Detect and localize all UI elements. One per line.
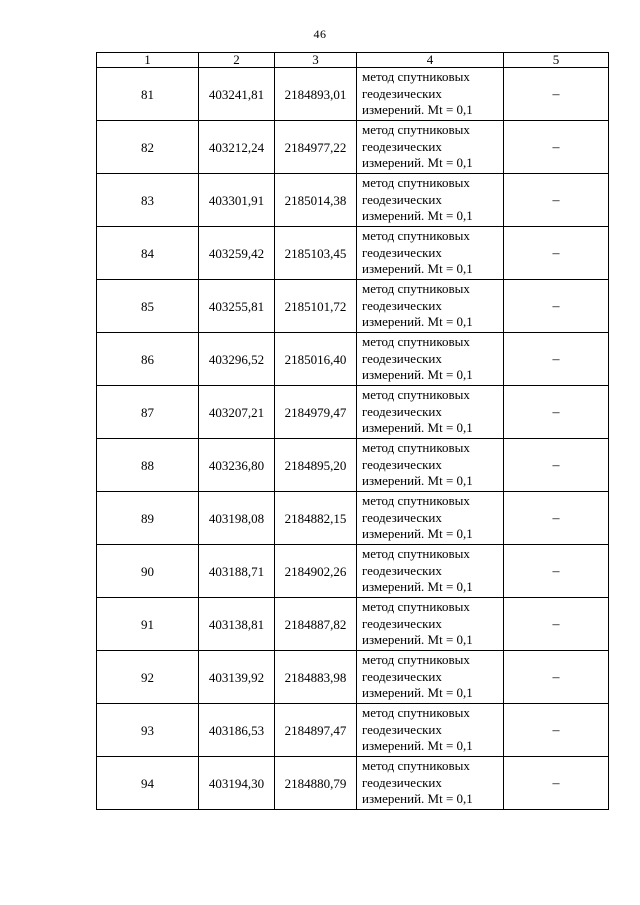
method-text-line: геодезических [362, 456, 442, 472]
column-header-5: 5 [504, 53, 609, 68]
note-cell: – [504, 757, 609, 810]
method-text-line: измерений. Mt = 0,1 [362, 791, 473, 807]
method-text-line: измерений. Mt = 0,1 [362, 738, 473, 754]
method-text-line: метод спутниковых [362, 334, 470, 350]
table-row [97, 333, 609, 386]
note-cell: – [504, 651, 609, 704]
page-number: 46 [313, 27, 327, 41]
method-text-line: измерений. Mt = 0,1 [362, 155, 473, 171]
y-coordinate-cell: 2184883,98 [275, 651, 357, 704]
method-text-line: геодезических [362, 138, 442, 154]
table-row [97, 757, 609, 810]
method-text-line: измерений. Mt = 0,1 [362, 367, 473, 383]
method-text-line: измерений. Mt = 0,1 [362, 685, 473, 701]
note-cell: – [504, 598, 609, 651]
y-coordinate-cell: 2184895,20 [275, 439, 357, 492]
table-row [97, 439, 609, 492]
note-cell: – [504, 68, 609, 121]
method-text-line: геодезических [362, 774, 442, 790]
method-text-line: геодезических [362, 191, 442, 207]
method-text-line: метод спутниковых [362, 387, 470, 403]
method-text-line: геодезических [362, 244, 442, 260]
y-coordinate-cell: 2184887,82 [275, 598, 357, 651]
method-cell [357, 174, 504, 227]
y-coordinate-cell: 2184893,01 [275, 68, 357, 121]
method-cell [357, 598, 504, 651]
method-text-line: метод спутниковых [362, 599, 470, 615]
column-header-3: 3 [275, 53, 357, 68]
point-number-cell: 90 [97, 545, 199, 598]
method-cell [357, 704, 504, 757]
method-text-line: метод спутниковых [362, 175, 470, 191]
x-coordinate-cell: 403301,91 [199, 174, 275, 227]
x-coordinate-cell: 403138,81 [199, 598, 275, 651]
y-coordinate-cell: 2185014,38 [275, 174, 357, 227]
column-header-4: 4 [357, 53, 504, 68]
point-number-cell: 94 [97, 757, 199, 810]
x-coordinate-cell: 403198,08 [199, 492, 275, 545]
table-row [97, 492, 609, 545]
x-coordinate-cell: 403188,71 [199, 545, 275, 598]
x-coordinate-cell: 403259,42 [199, 227, 275, 280]
note-cell: – [504, 174, 609, 227]
note-cell: – [504, 704, 609, 757]
note-cell: – [504, 280, 609, 333]
method-cell [357, 651, 504, 704]
table-row [97, 174, 609, 227]
point-number-cell: 89 [97, 492, 199, 545]
method-text-line: измерений. Mt = 0,1 [362, 261, 473, 277]
point-number-cell: 83 [97, 174, 199, 227]
note-cell: – [504, 439, 609, 492]
method-text-line: метод спутниковых [362, 758, 470, 774]
method-text-line: измерений. Mt = 0,1 [362, 526, 473, 542]
point-number-cell: 81 [97, 68, 199, 121]
point-number-cell: 86 [97, 333, 199, 386]
y-coordinate-cell: 2185101,72 [275, 280, 357, 333]
x-coordinate-cell: 403241,81 [199, 68, 275, 121]
column-header-2: 2 [199, 53, 275, 68]
note-cell: – [504, 227, 609, 280]
y-coordinate-cell: 2184979,47 [275, 386, 357, 439]
method-cell [357, 68, 504, 121]
table-row [97, 704, 609, 757]
method-text-line: метод спутниковых [362, 122, 470, 138]
method-text-line: геодезических [362, 350, 442, 366]
x-coordinate-cell: 403212,24 [199, 121, 275, 174]
x-coordinate-cell: 403139,92 [199, 651, 275, 704]
method-text-line: измерений. Mt = 0,1 [362, 208, 473, 224]
y-coordinate-cell: 2185016,40 [275, 333, 357, 386]
method-cell [357, 280, 504, 333]
method-text-line: геодезических [362, 85, 442, 101]
column-header-1: 1 [97, 53, 199, 68]
table-row [97, 227, 609, 280]
method-text-line: геодезических [362, 615, 442, 631]
point-number-cell: 88 [97, 439, 199, 492]
point-number-cell: 85 [97, 280, 199, 333]
method-text-line: измерений. Mt = 0,1 [362, 420, 473, 436]
method-text-line: измерений. Mt = 0,1 [362, 102, 473, 118]
method-text-line: измерений. Mt = 0,1 [362, 473, 473, 489]
note-cell: – [504, 492, 609, 545]
x-coordinate-cell: 403194,30 [199, 757, 275, 810]
note-cell: – [504, 545, 609, 598]
method-text-line: геодезических [362, 562, 442, 578]
method-cell [357, 757, 504, 810]
y-coordinate-cell: 2184880,79 [275, 757, 357, 810]
point-number-cell: 82 [97, 121, 199, 174]
point-number-cell: 91 [97, 598, 199, 651]
y-coordinate-cell: 2184977,22 [275, 121, 357, 174]
method-cell [357, 227, 504, 280]
y-coordinate-cell: 2184902,26 [275, 545, 357, 598]
method-cell [357, 439, 504, 492]
coordinates-table [96, 52, 609, 810]
point-number-cell: 87 [97, 386, 199, 439]
note-cell: – [504, 333, 609, 386]
method-text-line: геодезических [362, 509, 442, 525]
method-text-line: метод спутниковых [362, 440, 470, 456]
method-text-line: метод спутниковых [362, 228, 470, 244]
point-number-cell: 93 [97, 704, 199, 757]
table-row [97, 121, 609, 174]
method-text-line: геодезических [362, 297, 442, 313]
table-row [97, 386, 609, 439]
method-text-line: геодезических [362, 721, 442, 737]
point-number-cell: 92 [97, 651, 199, 704]
method-text-line: геодезических [362, 668, 442, 684]
method-cell [357, 545, 504, 598]
y-coordinate-cell: 2184897,47 [275, 704, 357, 757]
method-text-line: метод спутниковых [362, 493, 470, 509]
y-coordinate-cell: 2184882,15 [275, 492, 357, 545]
note-cell: – [504, 121, 609, 174]
point-number-cell: 84 [97, 227, 199, 280]
x-coordinate-cell: 403255,81 [199, 280, 275, 333]
table-row [97, 651, 609, 704]
table-row [97, 598, 609, 651]
method-text-line: метод спутниковых [362, 69, 470, 85]
x-coordinate-cell: 403236,80 [199, 439, 275, 492]
method-text-line: метод спутниковых [362, 546, 470, 562]
table-row [97, 545, 609, 598]
y-coordinate-cell: 2185103,45 [275, 227, 357, 280]
method-text-line: метод спутниковых [362, 652, 470, 668]
table-row [97, 68, 609, 121]
x-coordinate-cell: 403186,53 [199, 704, 275, 757]
method-cell [357, 386, 504, 439]
method-text-line: метод спутниковых [362, 281, 470, 297]
x-coordinate-cell: 403296,52 [199, 333, 275, 386]
method-text-line: геодезических [362, 403, 442, 419]
table-row [97, 280, 609, 333]
method-text-line: метод спутниковых [362, 705, 470, 721]
note-cell: – [504, 386, 609, 439]
x-coordinate-cell: 403207,21 [199, 386, 275, 439]
method-text-line: измерений. Mt = 0,1 [362, 314, 473, 330]
table-header-row [97, 53, 609, 68]
method-cell [357, 121, 504, 174]
method-cell [357, 333, 504, 386]
method-text-line: измерений. Mt = 0,1 [362, 632, 473, 648]
method-text-line: измерений. Mt = 0,1 [362, 579, 473, 595]
method-cell [357, 492, 504, 545]
table-body [97, 68, 609, 810]
